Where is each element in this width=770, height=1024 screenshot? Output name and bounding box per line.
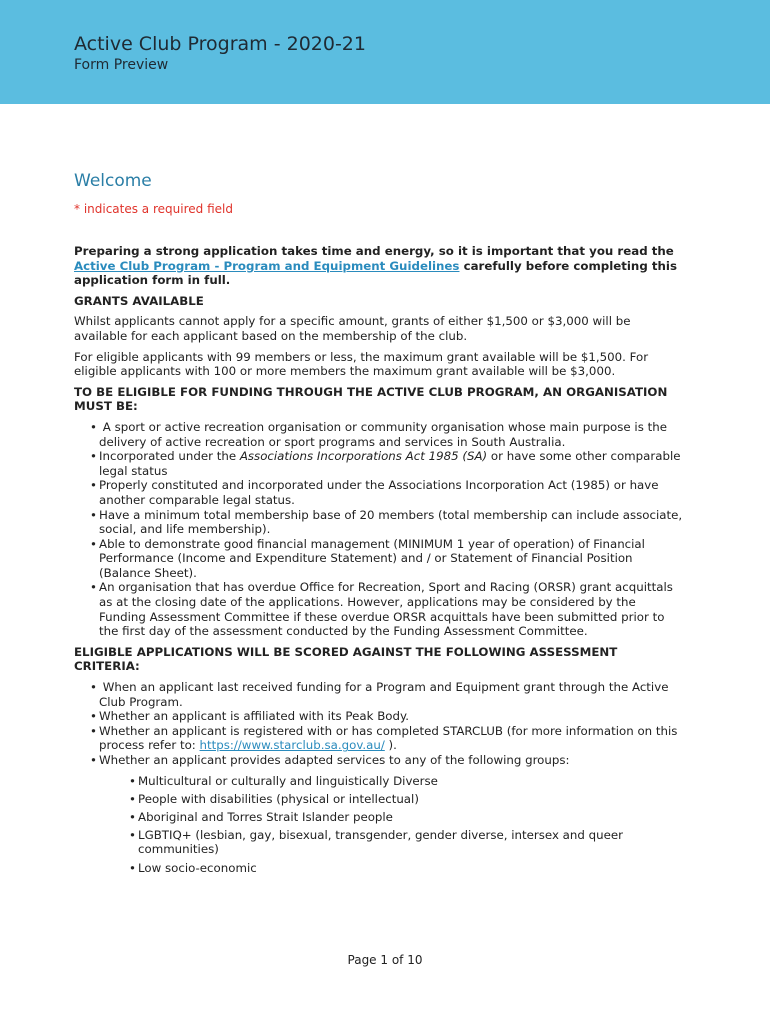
item-text: Incorporated under the	[99, 449, 240, 464]
header-banner	[0, 0, 770, 104]
list-item	[90, 724, 684, 753]
list-item: • Able to demonstrate good financial management (MINIMUM 1 year of operation) of Financial Performance (Income and Expenditure Statement) and / or Statement of Financial Position (Balance Sheet).	[90, 537, 684, 581]
intro-text-before: Preparing a strong application takes time and energy, so it is important that you read the	[74, 244, 674, 258]
required-field-note: * indicates a required field	[74, 202, 233, 216]
page-number: Page 1 of 10	[347, 953, 423, 967]
item-text: ).	[384, 738, 397, 753]
intro-paragraph	[74, 244, 684, 288]
groups-list	[74, 774, 684, 876]
list-item: • Have a minimum total membership base of 20 members (total membership can include associate, social, and life membership).	[90, 508, 684, 537]
list-item	[90, 449, 684, 478]
grants-heading: GRANTS AVAILABLE	[74, 293, 204, 308]
grants-paragraph-1: Whilst applicants cannot apply for a specific amount, grants of either $1,500 or $3,000 will be available for each applicant based on the membership of the club.	[74, 314, 631, 343]
group-item: • LGBTIQ+ (lesbian, gay, bisexual, transgender, gender diverse, intersex and queer communities)	[129, 828, 684, 857]
group-item: • Aboriginal and Torres Strait Islander people	[129, 810, 684, 825]
item-text: or have some other comparable legal status	[99, 449, 681, 478]
welcome-heading: Welcome	[74, 171, 152, 191]
group-item: • People with disabilities (physical or intellectual)	[129, 792, 684, 807]
guidelines-link[interactable]: Active Club Program - Program and Equipment Guidelines	[74, 258, 460, 273]
starclub-link[interactable]: https://www.starclub.sa.gov.au/	[199, 738, 385, 753]
list-item: • When an applicant last received funding for a Program and Equipment grant through the Active Club Program.	[90, 680, 684, 709]
eligibility-list	[74, 420, 684, 639]
list-item: • A sport or active recreation organisation or community organisation whose main purpose is the delivery of active recreation or sport programs and services in South Australia.	[90, 420, 684, 449]
act-name: Associations Incorporations Act 1985 (SA)	[239, 449, 488, 464]
group-item: • Low socio-economic	[129, 861, 684, 876]
criteria-heading: ELIGIBLE APPLICATIONS WILL BE SCORED AGAINST THE FOLLOWING ASSESSMENT CRITERIA:	[74, 644, 618, 674]
intro-text-after: carefully before completing this application form in full.	[74, 258, 677, 288]
form-title: Active Club Program - 2020-21	[74, 33, 366, 55]
item-text: Whether an applicant is registered with or has completed STARCLUB (for more information on this process refer to:	[99, 723, 678, 753]
grants-paragraph-2: For eligible applicants with 99 members or less, the maximum grant available will be $1,500. For eligible applicants with 100 or more members the maximum grant available will be $3,000.	[74, 349, 649, 379]
group-item: • Multicultural or culturally and linguistically Diverse	[129, 774, 684, 789]
form-content	[74, 244, 684, 879]
list-item: • Whether an applicant provides adapted services to any of the following groups:	[90, 753, 684, 768]
list-item: • An organisation that has overdue Office for Recreation, Sport and Racing (ORSR) grant acquittals as at the closing date of the applications. However, applications may be considered by the Funding Assessment Committee if these overdue ORSR acquittals have been submitted prior to the first day of the assessment conducted by the Funding Assessment Committee.	[90, 580, 684, 638]
eligibility-heading: TO BE ELIGIBLE FOR FUNDING THROUGH THE ACTIVE CLUB PROGRAM, AN ORGANISATION MUST BE:	[74, 384, 668, 414]
criteria-list	[74, 680, 684, 768]
list-item: • Properly constituted and incorporated under the Associations Incorporation Act (1985) or have another comparable legal status.	[90, 478, 684, 507]
form-subtitle: Form Preview	[74, 57, 169, 73]
list-item: • Whether an applicant is affiliated with its Peak Body.	[90, 709, 684, 724]
